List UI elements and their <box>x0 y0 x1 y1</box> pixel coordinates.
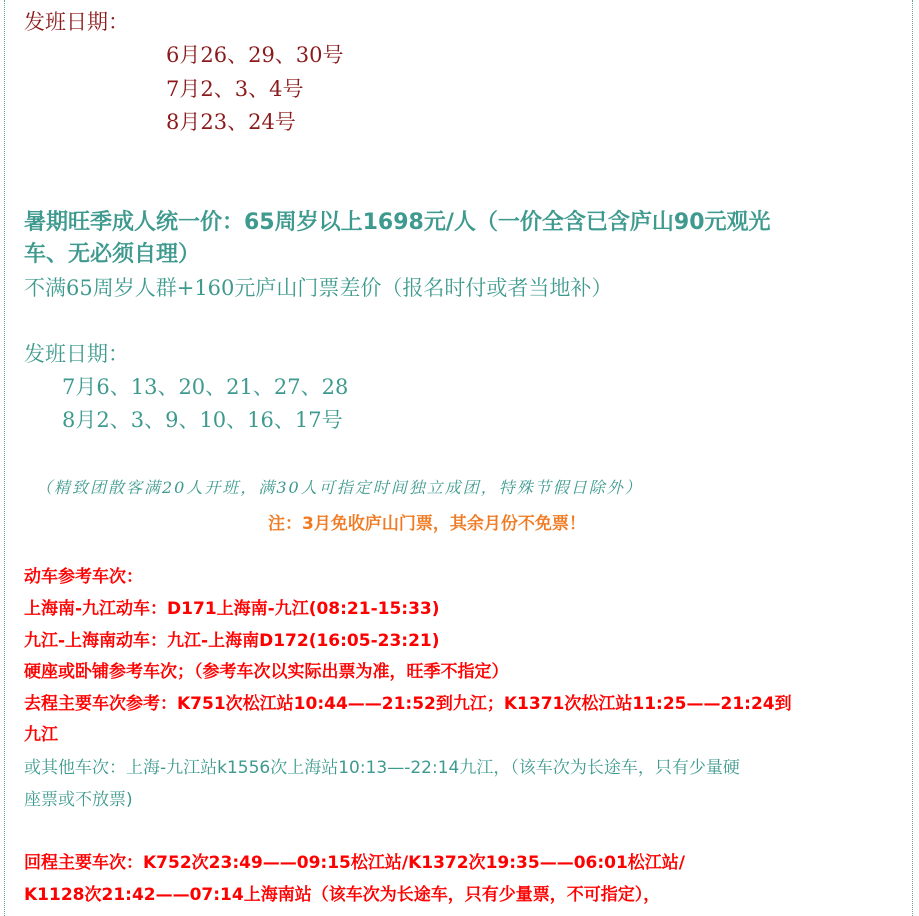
summer-price-headline: 暑期旺季成人统一价：65周岁以上1698元/人（一价全含已含庐山90元观光 <box>24 210 771 235</box>
return-trains: 回程主要车次：K752次23:49——09:15松江站/K1372次19:35——06:01松江站/ <box>24 853 686 873</box>
sleeper-trains-title: 硬座或卧铺参考车次；（参考车次以实际出票为准，旺季不指定） <box>24 662 509 682</box>
emu-return: 九江-上海南动车：九江-上海南D172(16:05-23:21) <box>24 631 440 651</box>
left-dotted-border <box>4 0 5 916</box>
departure-dates-label: 发班日期： <box>24 10 129 34</box>
summer-date-july: 7月6、13、20、21、27、28 <box>62 375 349 399</box>
ticket-difference-note: 不满65周岁人群+160元庐山门票差价（报名时付或者当地补） <box>24 276 613 300</box>
departure-date-august: 8月23、24号 <box>166 110 296 134</box>
right-dotted-border <box>912 0 913 916</box>
other-trains: 或其他车次：上海-九江站k1556次上海站10:13—-22:14九江，（该车次为长途车，只有少量硬 <box>24 758 740 778</box>
summer-departure-label: 发班日期： <box>24 342 129 366</box>
summer-price-headline-cont: 车、无必须自理） <box>24 242 201 267</box>
summer-date-august: 8月2、3、9、10、16、17号 <box>62 408 343 432</box>
emu-trains-title: 动车参考车次： <box>24 567 143 587</box>
outbound-trains-cont: 九江 <box>24 725 58 745</box>
departure-date-june: 6月26、29、30号 <box>166 43 344 67</box>
group-size-note: （精致团散客满20人开班，满30人可指定时间独立成团，特殊节假日除外） <box>36 478 643 497</box>
outbound-trains: 去程主要车次参考：K751次松江站10:44——21:52到九江；K1371次松江站11:25——21:24到 <box>24 694 792 714</box>
emu-outbound: 上海南-九江动车：D171上海南-九江(08:21-15:33) <box>24 599 440 619</box>
departure-date-july: 7月2、3、4号 <box>166 77 304 101</box>
lushan-ticket-note: 注：3月免收庐山门票，其余月份不免票！ <box>268 514 586 534</box>
other-trains-cont: 座票或不放票) <box>24 790 133 810</box>
return-trains-cont: K1128次21:42——07:14上海南站（该车次为长途车，只有少量票，不可指定）， <box>24 885 661 905</box>
